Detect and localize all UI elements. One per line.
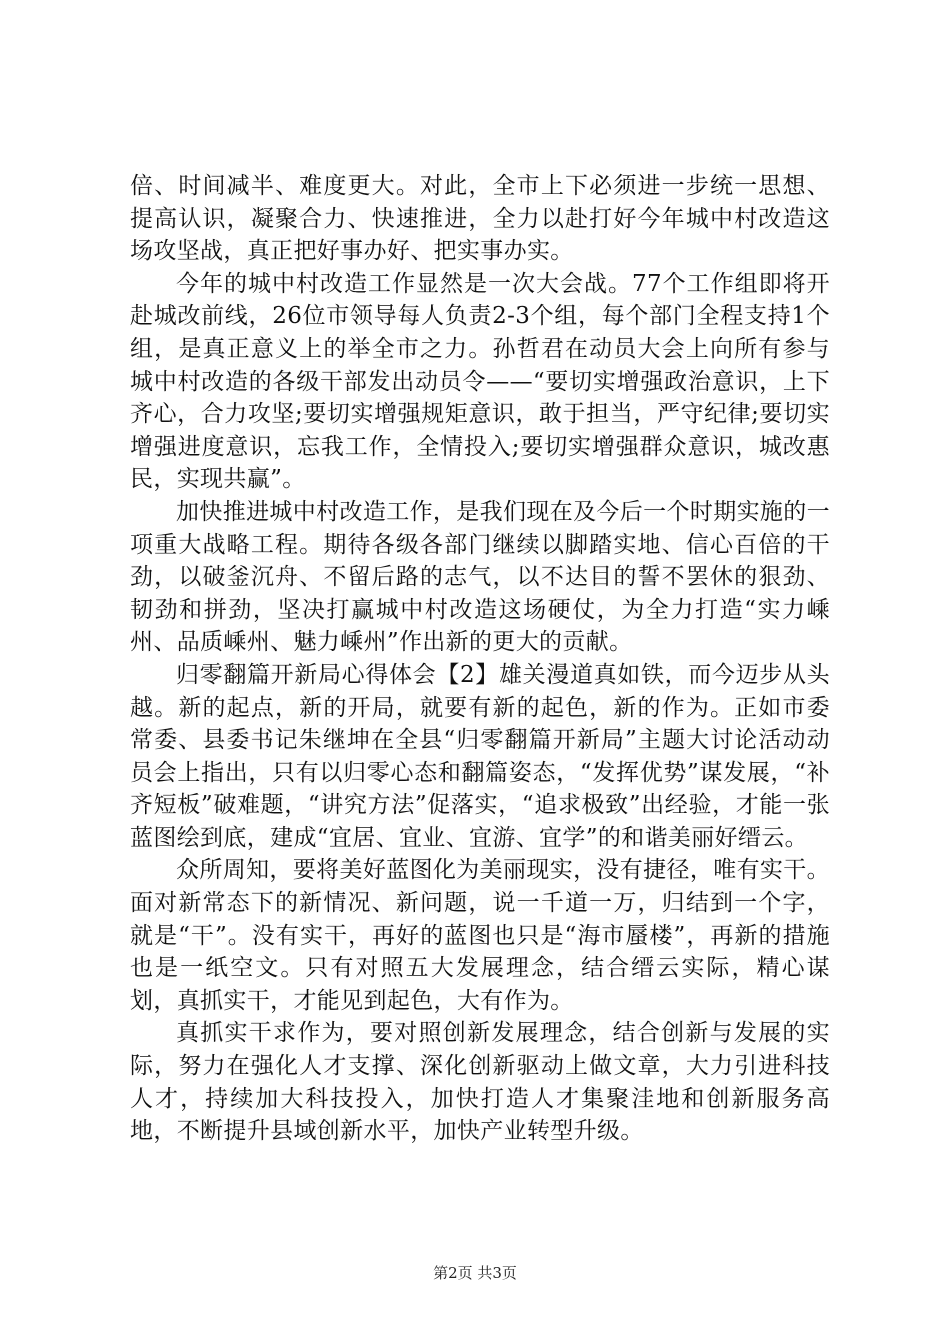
- page-number-footer: 第2页 共3页: [433, 1264, 517, 1282]
- paragraph: 加快推进城中村改造工作，是我们现在及今后一个时期实施的一项重大战略工程。期待各级各部门继续以脚踏实地、信心百倍的干劲，以破釜沉舟、不留后路的志气，以不达目的誓不罢休的狠劲、韧劲和拼劲，坚决打赢城中村改造这场硬仗，为全力打造“实力嵊州、品质嵊州、魅力嵊州”作出新的更大的贡献。: [130, 498, 830, 656]
- document-body: [130, 170, 830, 1148]
- paragraph: 倍、时间减半、难度更大。对此，全市上下必须进一步统一思想、提高认识，凝聚合力、快速推进，全力以赴打好今年城中村改造这场攻坚战，真正把好事办好、把实事办实。: [130, 173, 830, 265]
- paragraph: 今年的城中村改造工作显然是一次大会战。77个工作组即将开赴城改前线，26位市领导每人负责2-3个组，每个部门全程支持1个组，是真正意义上的举全市之力。孙哲君在动员大会上向所有参与城中村改造的各级干部发出动员令——“要切实增强政治意识，上下齐心，合力攻坚;要切实增强规矩意识，敢于担当，严守纪律;要切实增强进度意识，忘我工作，全情投入;要切实增强群众意识，城改惠民，实现共赢”。: [130, 270, 830, 493]
- paragraph: 真抓实干求作为，要对照创新发展理念，结合创新与发展的实际，努力在强化人才支撑、深化创新驱动上做文章，大力引进科技人才，持续加大科技投入，加快打造人才集聚洼地和创新服务高地，不断提升县域创新水平，加快产业转型升级。: [130, 1020, 830, 1145]
- paragraph: 众所周知，要将美好蓝图化为美丽现实，没有捷径，唯有实干。面对新常态下的新情况、新问题，说一千道一万，归结到一个字，就是“干”。没有实干，再好的蓝图也只是“海市蜃楼”，再新的措施也是一纸空文。只有对照五大发展理念，结合缙云实际，精心谋划，真抓实干，才能见到起色，大有作为。: [130, 857, 830, 1014]
- paragraph: 归零翻篇开新局心得体会【2】雄关漫道真如铁，而今迈步从头越。新的起点，新的开局，就要有新的起色，新的作为。正如市委常委、县委书记朱继坤在全县“归零翻篇开新局”主题大讨论活动动员会上指出，只有以归零心态和翻篇姿态，“发挥优势”谋发展，“补齐短板”破难题，“讲究方法”促落实，“追求极致”出经验，才能一张蓝图绘到底，建成“宜居、宜业、宜游、宜学”的和谐美丽好缙云。: [130, 661, 830, 851]
